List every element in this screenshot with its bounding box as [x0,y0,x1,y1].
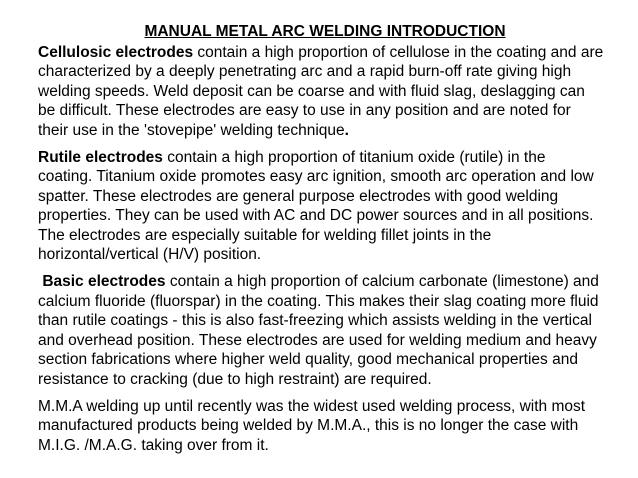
term-cellulosic-electrodes: Cellulosic electrodes [38,44,194,61]
term-rutile-electrodes: Rutile electrodes [38,149,163,167]
term-basic-electrodes: Basic electrodes [42,273,166,291]
paragraph-cellulosic [38,43,604,140]
paragraph-rutile [38,148,604,264]
paragraph-mma-summary-text: M.M.A welding up until recently was the widest used welding process, with most manufactured products being welded by M.M.A., this is no longer the case with M.I.G. /M.A.G. taking over from it. [38,397,586,454]
paragraph-basic [38,272,604,388]
document-page [38,22,604,455]
paragraph-rutile-text: contain a high proportion of titanium oxide (rutile) in the coating. Titanium oxide promotes easy arc ignition, smooth arc operation and low spatter. These electrodes are general purpose electrodes with good welding properties. They can be used with AC and DC power sources and in all positions. The electrodes are especially suitable for welding fillet joints in the horizontal/vertical (H/V) position. [38,149,594,264]
paragraph-cellulosic-text: contain a high proportion of cellulose in the coating and are characterized by a deeply penetrating arc and a rapid burn-off rate giving high welding speeds. Weld deposit can be coarse and with fluid slag, deslagging can be difficult. These electrodes are easy to use in any position and are noted for their use in the 'stovepipe' welding technique [38,44,604,139]
document-title: MANUAL METAL ARC WELDING INTRODUCTION [144,23,506,40]
paragraph-mma-summary [38,397,604,455]
paragraph-cellulosic-end: . [344,121,349,139]
paragraph-basic-text: contain a high proportion of calcium carbonate (limestone) and calcium fluoride (fluorspar) in the coating. This makes their slag coating more fluid than rutile coatings - this is also fast-freezing which assists welding in the vertical and overhead position. These electrodes are used for welding medium and heavy section fabrications where higher weld quality, good mechanical properties and resistance to cracking (due to high restraint) are required. [38,273,599,388]
